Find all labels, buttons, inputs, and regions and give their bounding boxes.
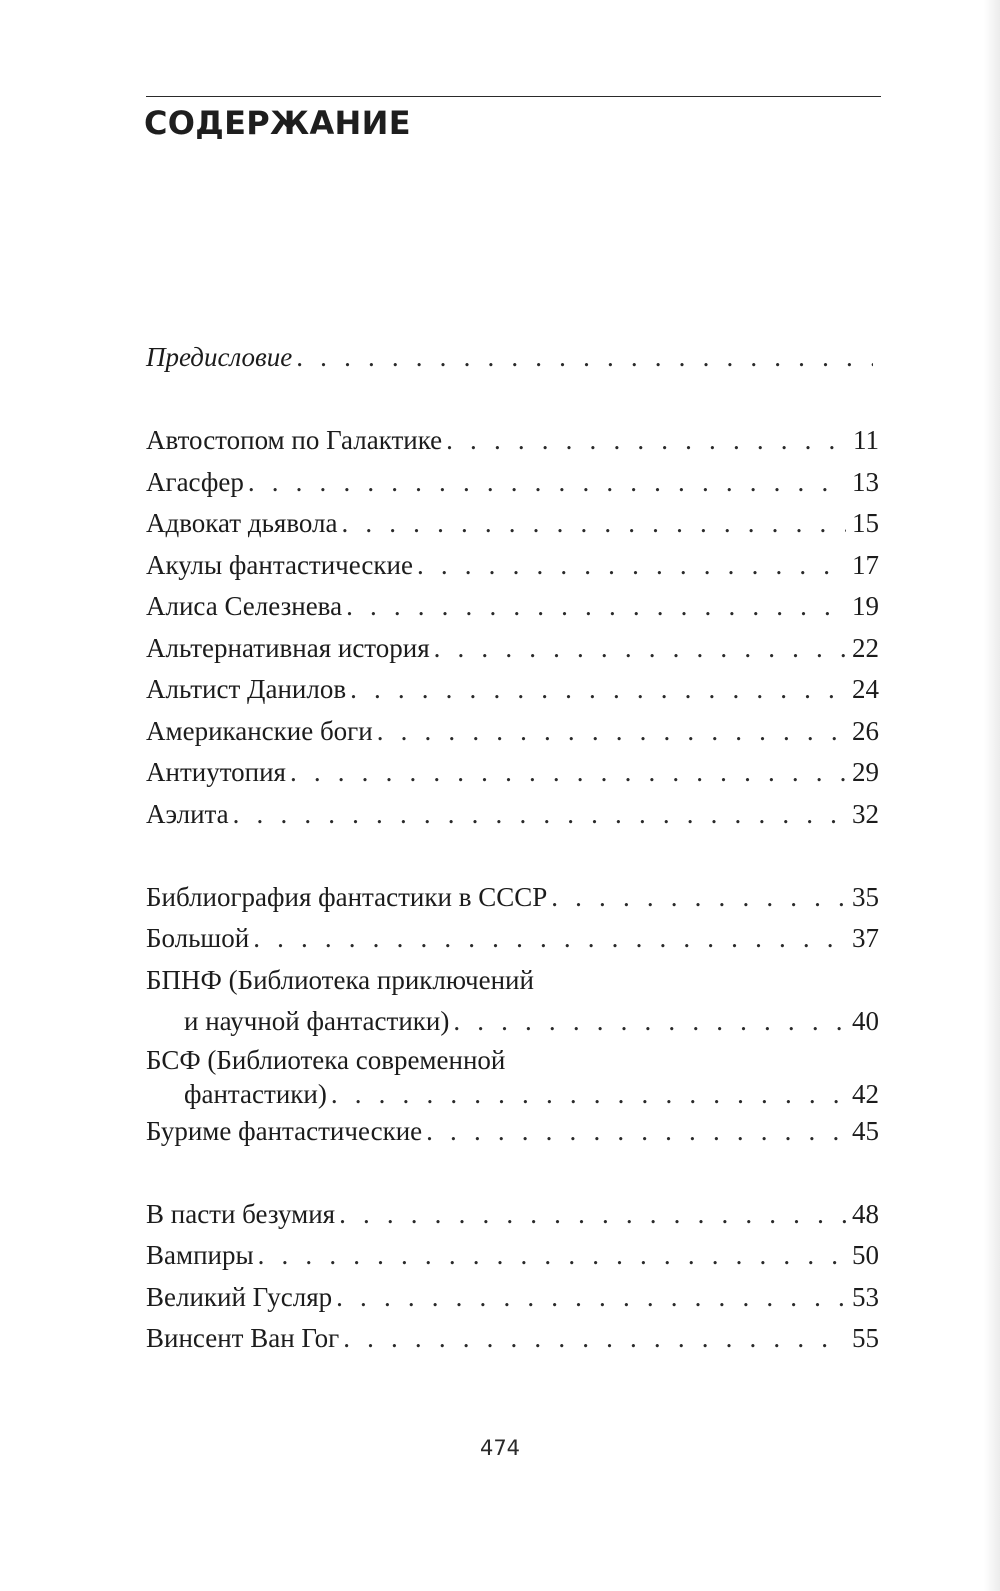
toc-entry-page: 24 xyxy=(852,674,879,704)
toc-entry[interactable] xyxy=(146,420,879,462)
toc-entry[interactable] xyxy=(146,752,879,794)
toc-entry-title: Адвокат дьявола xyxy=(146,508,338,538)
toc-entry-page: 40 xyxy=(852,1006,879,1036)
top-rule xyxy=(146,96,881,97)
toc-entry-page: 42 xyxy=(852,1078,879,1109)
toc-entry[interactable] xyxy=(146,877,879,919)
toc-entry-title: Винсент Ван Гог xyxy=(146,1323,340,1353)
page-edge-shadow xyxy=(984,0,1000,1591)
toc-entry-page: 29 xyxy=(852,757,879,787)
dot-leader xyxy=(339,1194,846,1236)
toc-entry-title: Библиография фантастики в СССР xyxy=(146,881,548,912)
toc-entry-page: 26 xyxy=(852,715,879,746)
toc-entry-title: Антиутопия xyxy=(146,757,286,787)
toc-entry-title: В пасти безумия xyxy=(146,1198,336,1229)
toc-entry-page: 22 xyxy=(852,632,879,663)
dot-leader xyxy=(446,420,847,462)
toc-entry-title: Великий Гусляр xyxy=(146,1281,333,1312)
toc-entry[interactable] xyxy=(146,1111,879,1153)
toc-entry-bpnf[interactable] xyxy=(146,960,879,1043)
section-gap xyxy=(146,835,879,877)
dot-leader xyxy=(426,1111,846,1153)
toc-entry[interactable] xyxy=(146,1194,879,1236)
toc-entry-page: 13 xyxy=(852,466,879,497)
section-gap xyxy=(146,1152,879,1194)
toc-entry-title-line1: БПНФ (Библиотека приключений xyxy=(146,964,534,995)
dot-leader xyxy=(253,918,846,960)
section-gap xyxy=(146,379,879,421)
toc-entry[interactable] xyxy=(146,503,879,545)
dot-leader xyxy=(233,794,846,836)
dot-leader xyxy=(290,752,846,794)
dot-leader xyxy=(248,462,846,504)
toc-entry-page: 35 xyxy=(852,881,879,912)
toc-entry-title: Акулы фантастические xyxy=(146,549,413,580)
toc-entry-page: 11 xyxy=(853,425,879,455)
toc-entry-page: 17 xyxy=(852,549,879,580)
toc-entry[interactable] xyxy=(146,1235,879,1277)
toc-entry-page: 37 xyxy=(852,923,879,953)
toc-entry[interactable] xyxy=(146,918,879,960)
dot-leader xyxy=(343,1318,846,1360)
toc-entry-title-line1: БСФ (Библиотека современной xyxy=(146,1044,506,1075)
table-of-contents xyxy=(146,337,879,1360)
toc-entry-title: Американские боги xyxy=(146,715,373,746)
toc-entry-page: 19 xyxy=(852,591,879,621)
toc-group-a xyxy=(146,420,879,835)
toc-group-c xyxy=(146,1194,879,1360)
toc-entry-page: 48 xyxy=(852,1198,879,1229)
dot-leader xyxy=(350,669,846,711)
toc-group-b xyxy=(146,877,879,1153)
dot-leader xyxy=(377,711,846,753)
dot-leader xyxy=(453,1001,846,1043)
toc-entry-page: 55 xyxy=(852,1323,879,1353)
page-heading: СОДЕРЖАНИЕ xyxy=(144,104,411,142)
toc-entry-bsf[interactable] xyxy=(146,1043,879,1111)
toc-entry-title-line2: и научной фантастики) xyxy=(184,1006,450,1036)
toc-entry[interactable] xyxy=(146,669,879,711)
toc-entry-page: 53 xyxy=(852,1281,879,1312)
toc-entry[interactable] xyxy=(146,628,879,670)
dot-leader xyxy=(341,503,846,545)
dot-leader xyxy=(434,628,846,670)
toc-entry-preface[interactable] xyxy=(146,337,879,379)
toc-entry[interactable] xyxy=(146,1277,879,1319)
toc-entry-title: Вампиры xyxy=(146,1240,254,1270)
toc-entry-title: Агасфер xyxy=(146,466,244,497)
toc-entry-page: 15 xyxy=(852,508,879,538)
toc-entry-page: 50 xyxy=(852,1240,879,1270)
toc-entry-title: Альтист Данилов xyxy=(146,674,347,704)
toc-entry-title: Буриме фантастические xyxy=(146,1115,423,1146)
toc-entry[interactable] xyxy=(146,462,879,504)
toc-entry[interactable] xyxy=(146,545,879,587)
toc-entry-page: 45 xyxy=(852,1115,879,1146)
toc-entry-page: 32 xyxy=(852,798,879,829)
toc-entry-title: Предисловие xyxy=(146,342,293,372)
toc-entry[interactable] xyxy=(146,711,879,753)
toc-entry-title: Автостопом по Галактике xyxy=(146,425,443,455)
toc-entry-title-line2: фантастики) xyxy=(184,1078,327,1109)
dot-leader xyxy=(258,1235,846,1277)
dot-leader xyxy=(417,545,846,587)
toc-entry[interactable] xyxy=(146,1318,879,1360)
dot-leader xyxy=(296,337,873,379)
toc-entry[interactable] xyxy=(146,794,879,836)
toc-entry-title: Альтернативная история xyxy=(146,632,430,663)
dot-leader xyxy=(336,1277,846,1319)
dot-leader xyxy=(551,877,846,919)
page-number: 474 xyxy=(479,1436,521,1460)
toc-entry-title: Аэлита xyxy=(146,798,229,829)
toc-entry-title: Большой xyxy=(146,923,250,953)
toc-entry-title: Алиса Селезнева xyxy=(146,591,343,621)
toc-entry[interactable] xyxy=(146,586,879,628)
dot-leader xyxy=(331,1077,846,1111)
dot-leader xyxy=(346,586,846,628)
